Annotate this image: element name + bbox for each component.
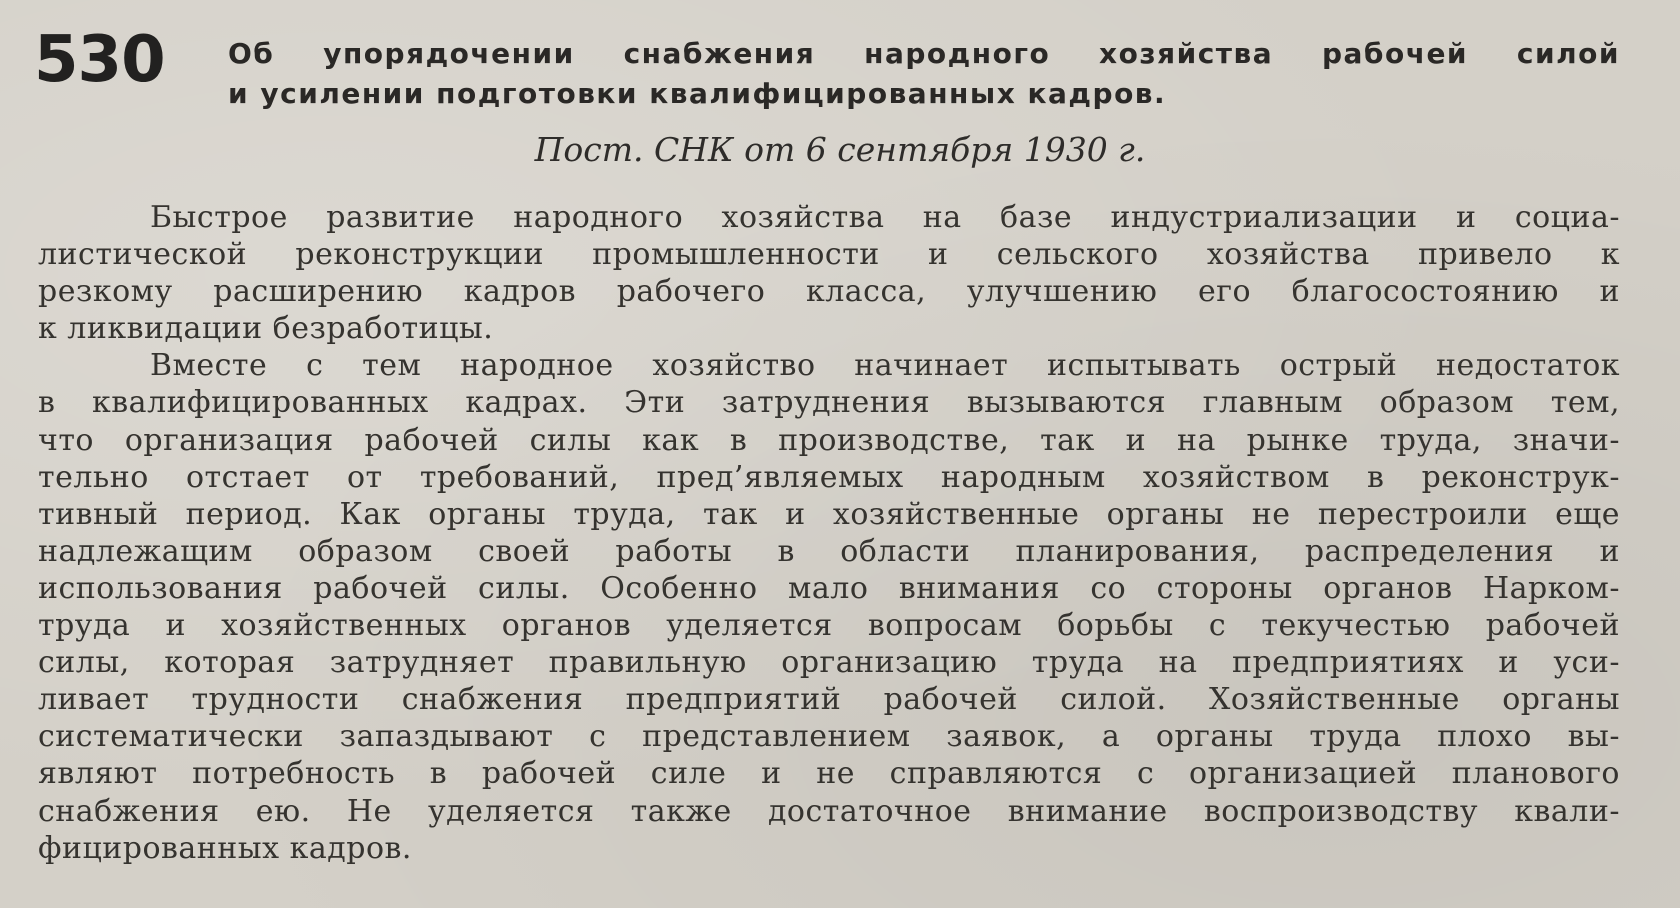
paragraph-2-line: что организация рабочей силы как в производстве, так и на рынке труда, значи- xyxy=(38,422,1620,458)
paragraph-2-line: тивный период. Как органы труда, так и хозяйственные органы не перестроили еще xyxy=(38,496,1620,532)
paragraph-2-line: тельно отстает от требований, пред’являемых народным хозяйством в реконструк- xyxy=(38,459,1620,495)
paragraph-2-line: надлежащим образом своей работы в области планирования, распределения и xyxy=(38,533,1620,569)
paragraph-2-line: Вместе с тем народное хозяйство начинает испытывать острый недостаток xyxy=(150,348,1620,384)
title-line-1: Об упорядочении снабжения народного хозяйства рабочей силой xyxy=(228,37,1620,70)
paragraph-2-line: труда и хозяйственных органов уделяется вопросам борьбы с текучестью рабочей xyxy=(38,608,1620,644)
paragraph-1-line: резкому расширению кадров рабочего класса, улучшению его благосостоянию и xyxy=(38,274,1620,310)
paragraph-2-line: снабжения ею. Не уделяется также достаточное внимание воспроизводству квали- xyxy=(38,793,1620,829)
paragraph-2-line: являют потребность в рабочей силе и не справляются с организацией планового xyxy=(38,756,1620,792)
paragraph-2-line: систематически запаздывают с представлением заявок, а органы труда плохо вы- xyxy=(38,719,1620,755)
paragraph-1-line: к ликвидации безработицы. xyxy=(38,311,494,347)
document-title xyxy=(228,34,1620,114)
paragraph-1-line: листической реконструкции промышленности и сельского хозяйства привело к xyxy=(38,237,1620,273)
paragraph-2-line: в квалифицированных кадрах. Эти затруднения вызываются главным образом тем, xyxy=(38,385,1620,421)
paragraph-2-line: силы, которая затрудняет правильную организацию труда на предприятиях и уси- xyxy=(38,645,1620,681)
document-subtitle: Пост. СНК от 6 сентября 1930 г. xyxy=(534,130,1146,169)
document-body xyxy=(38,199,1620,867)
paragraph-2-line: фицированных кадров. xyxy=(38,830,412,866)
title-line-2: и усилении подготовки квалифицированных кадров. xyxy=(228,77,1167,110)
paragraph-2-line: использования рабочей силы. Особенно мало внимания со стороны органов Нарком- xyxy=(38,570,1620,606)
document-number: 530 xyxy=(34,23,165,97)
paragraph-1-line: Быстрое развитие народного хозяйства на базе индустриализации и социа- xyxy=(150,200,1620,235)
paragraph-2-line: ливает трудности снабжения предприятий рабочей силой. Хозяйственные органы xyxy=(38,682,1620,718)
